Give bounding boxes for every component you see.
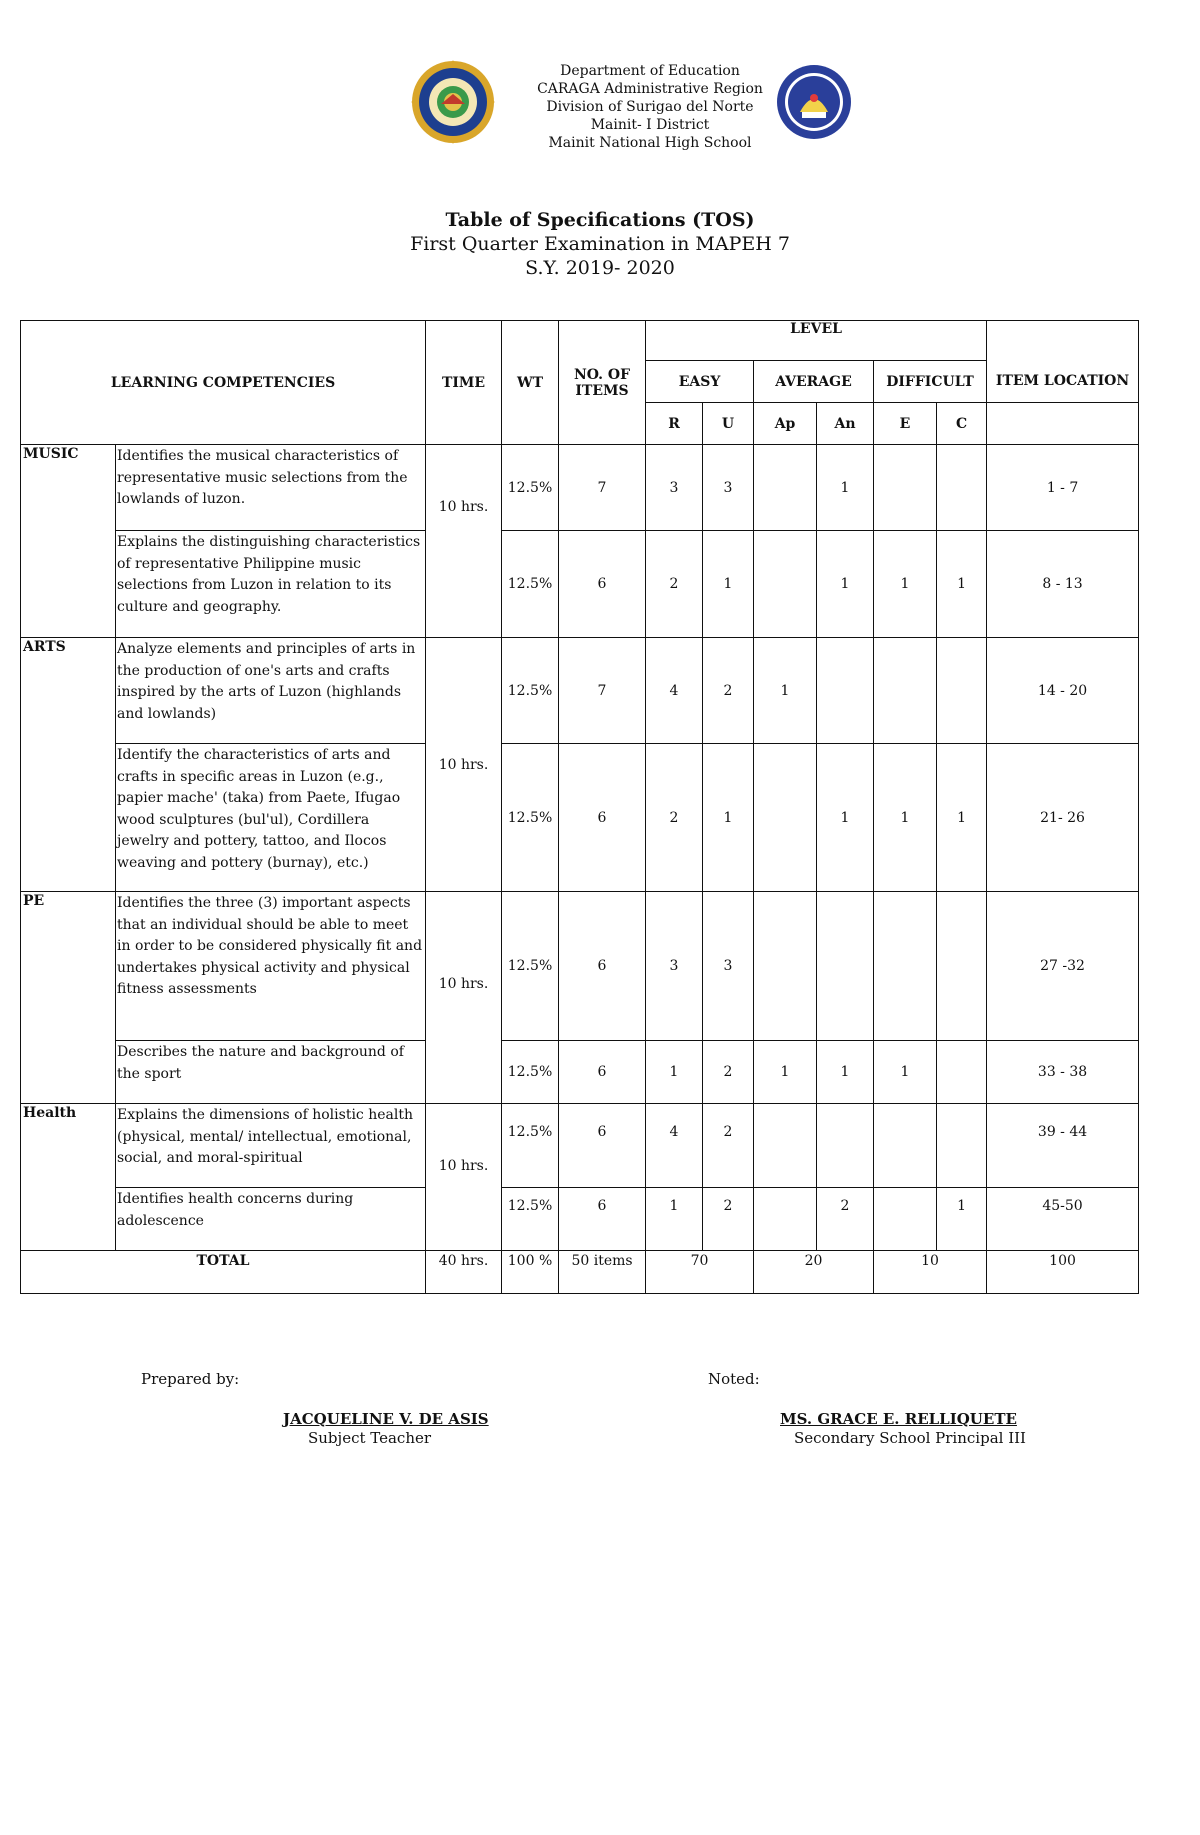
header-location-top <box>987 321 1139 361</box>
agency-line-4: Mainit- I District <box>590 117 710 133</box>
u-cell: 3 <box>703 445 754 531</box>
wt-cell: 12.5% <box>502 1104 559 1188</box>
location-cell: 33 - 38 <box>987 1041 1139 1104</box>
e-cell <box>874 1104 937 1188</box>
an-cell: 1 <box>817 531 874 638</box>
signature-block <box>0 1370 1200 1450</box>
time-cell: 10 hrs. <box>426 892 502 1104</box>
table-row <box>21 531 1139 638</box>
r-cell: 4 <box>646 1104 703 1188</box>
total-difficult: 10 <box>874 1251 987 1294</box>
location-cell: 21- 26 <box>987 744 1139 892</box>
an-cell: 1 <box>817 1041 874 1104</box>
an-cell <box>817 638 874 744</box>
u-cell: 1 <box>703 531 754 638</box>
prepared-by-label: Prepared by: <box>141 1370 240 1388</box>
e-cell <box>874 445 937 531</box>
c-cell <box>937 1041 987 1104</box>
items-cell: 6 <box>559 1104 646 1188</box>
total-label: TOTAL <box>21 1251 426 1294</box>
e-cell: 1 <box>874 531 937 638</box>
wt-cell: 12.5% <box>502 892 559 1041</box>
total-items: 50 items <box>559 1251 646 1294</box>
u-cell: 3 <box>703 892 754 1041</box>
c-cell: 1 <box>937 1188 987 1251</box>
u-cell: 2 <box>703 1041 754 1104</box>
u-cell: 2 <box>703 1188 754 1251</box>
header-items: NO. OF ITEMS <box>559 321 646 445</box>
subject-cell: ARTS <box>21 638 116 892</box>
e-cell: 1 <box>874 744 937 892</box>
deped-seal-logo <box>776 64 852 140</box>
u-cell: 2 <box>703 638 754 744</box>
an-cell <box>817 1104 874 1188</box>
competency-cell: Identifies the musical characteristics of representative music selections from the lowlands of luzon. <box>116 445 426 531</box>
c-cell: 1 <box>937 744 987 892</box>
table-row <box>21 892 1139 1041</box>
school-seal-logo <box>411 60 495 144</box>
competency-cell: Explains the distinguishing characteristics of representative Philippine music selections from Luzon in relation to its culture and geography. <box>116 531 426 638</box>
ap-cell <box>754 1104 817 1188</box>
wt-cell: 12.5% <box>502 744 559 892</box>
wt-cell: 12.5% <box>502 445 559 531</box>
items-cell: 6 <box>559 1041 646 1104</box>
e-cell: 1 <box>874 1041 937 1104</box>
header-location: ITEM LOCATION <box>987 361 1139 403</box>
header-competencies: LEARNING COMPETENCIES <box>21 321 426 445</box>
location-cell: 8 - 13 <box>987 531 1139 638</box>
subject-cell: Health <box>21 1104 116 1251</box>
c-cell <box>937 1104 987 1188</box>
tos-table <box>20 320 1139 1294</box>
header-time: TIME <box>426 321 502 445</box>
wt-cell: 12.5% <box>502 531 559 638</box>
location-cell: 39 - 44 <box>987 1104 1139 1188</box>
teacher-role: Subject Teacher <box>308 1429 432 1447</box>
ap-cell <box>754 744 817 892</box>
table-row <box>21 1104 1139 1188</box>
header-u: U <box>703 403 754 445</box>
header-ap: Ap <box>754 403 817 445</box>
competency-cell: Describes the nature and background of the sport <box>116 1041 426 1104</box>
r-cell: 3 <box>646 445 703 531</box>
agency-line-2: CARAGA Administrative Region <box>537 81 763 97</box>
ap-cell: 1 <box>754 1041 817 1104</box>
c-cell <box>937 445 987 531</box>
items-cell: 6 <box>559 1188 646 1251</box>
header-average: AVERAGE <box>754 361 874 403</box>
agency-line-1: Department of Education <box>560 63 740 79</box>
header-easy: EASY <box>646 361 754 403</box>
e-cell <box>874 638 937 744</box>
items-cell: 7 <box>559 638 646 744</box>
header-location-blank <box>987 403 1139 445</box>
c-cell <box>937 892 987 1041</box>
r-cell: 4 <box>646 638 703 744</box>
competency-cell: Explains the dimensions of holistic health (physical, mental/ intellectual, emotional, social, and moral-spiritual <box>116 1104 426 1188</box>
ap-cell <box>754 445 817 531</box>
competency-cell: Identifies the three (3) important aspects that an individual should be able to meet in order to be considered physically fit and undertakes physical activity and physical fitness assessments <box>116 892 426 1041</box>
total-row <box>21 1251 1139 1294</box>
total-time: 40 hrs. <box>426 1251 502 1294</box>
table-row <box>21 445 1139 531</box>
location-cell: 45-50 <box>987 1188 1139 1251</box>
wt-cell: 12.5% <box>502 1041 559 1104</box>
items-cell: 6 <box>559 744 646 892</box>
location-cell: 1 - 7 <box>987 445 1139 531</box>
header-difficult: DIFFICULT <box>874 361 987 403</box>
table-row <box>21 1041 1139 1104</box>
principal-role: Secondary School Principal III <box>794 1429 1026 1447</box>
title-line-1: Table of Specifications (TOS) <box>445 209 755 231</box>
header-r: R <box>646 403 703 445</box>
competency-cell: Identifies health concerns during adolescence <box>116 1188 426 1251</box>
competency-cell: Identify the characteristics of arts and crafts in specific areas in Luzon (e.g., papier mache' (taka) from Paete, Ifugao wood sculptures (bul'ul), Cordillera jewelry and pottery, tattoo, and Ilocos weaving and pottery (burnay), etc.) <box>116 744 426 892</box>
items-cell: 6 <box>559 892 646 1041</box>
location-cell: 27 -32 <box>987 892 1139 1041</box>
an-cell: 1 <box>817 445 874 531</box>
document-title <box>0 208 1200 280</box>
r-cell: 1 <box>646 1041 703 1104</box>
time-cell: 10 hrs. <box>426 1104 502 1251</box>
r-cell: 2 <box>646 531 703 638</box>
an-cell <box>817 892 874 1041</box>
e-cell <box>874 1188 937 1251</box>
total-location: 100 <box>987 1251 1139 1294</box>
location-cell: 14 - 20 <box>987 638 1139 744</box>
header-e: E <box>874 403 937 445</box>
c-cell <box>937 638 987 744</box>
u-cell: 2 <box>703 1104 754 1188</box>
wt-cell: 12.5% <box>502 638 559 744</box>
total-average: 20 <box>754 1251 874 1294</box>
header-an: An <box>817 403 874 445</box>
total-wt: 100 % <box>502 1251 559 1294</box>
ap-cell <box>754 531 817 638</box>
header-wt: WT <box>502 321 559 445</box>
wt-cell: 12.5% <box>502 1188 559 1251</box>
items-cell: 6 <box>559 531 646 638</box>
agency-line-3: Division of Surigao del Norte <box>546 99 754 115</box>
an-cell: 1 <box>817 744 874 892</box>
e-cell <box>874 892 937 1041</box>
items-cell: 7 <box>559 445 646 531</box>
time-cell: 10 hrs. <box>426 638 502 892</box>
header-c: C <box>937 403 987 445</box>
agency-block <box>500 62 800 152</box>
title-line-3: S.Y. 2019- 2020 <box>525 257 675 279</box>
header-level: LEVEL <box>646 321 987 361</box>
r-cell: 1 <box>646 1188 703 1251</box>
agency-line-5: Mainit National High School <box>548 135 752 151</box>
title-line-2: First Quarter Examination in MAPEH 7 <box>410 233 790 255</box>
r-cell: 3 <box>646 892 703 1041</box>
r-cell: 2 <box>646 744 703 892</box>
ap-cell: 1 <box>754 638 817 744</box>
competency-cell: Analyze elements and principles of arts in the production of one's arts and crafts inspired by the arts of Luzon (highlands and lowlands) <box>116 638 426 744</box>
letterhead <box>0 60 1200 160</box>
noted-label: Noted: <box>708 1370 760 1388</box>
u-cell: 1 <box>703 744 754 892</box>
table-row <box>21 638 1139 744</box>
subject-cell: PE <box>21 892 116 1104</box>
principal-name: MS. GRACE E. RELLIQUETE <box>780 1410 1017 1428</box>
table-row <box>21 744 1139 892</box>
ap-cell <box>754 1188 817 1251</box>
c-cell: 1 <box>937 531 987 638</box>
time-cell: 10 hrs. <box>426 445 502 638</box>
table-row <box>21 1188 1139 1251</box>
ap-cell <box>754 892 817 1041</box>
an-cell: 2 <box>817 1188 874 1251</box>
subject-cell: MUSIC <box>21 445 116 638</box>
teacher-name: JACQUELINE V. DE ASIS <box>283 1410 489 1428</box>
total-easy: 70 <box>646 1251 754 1294</box>
